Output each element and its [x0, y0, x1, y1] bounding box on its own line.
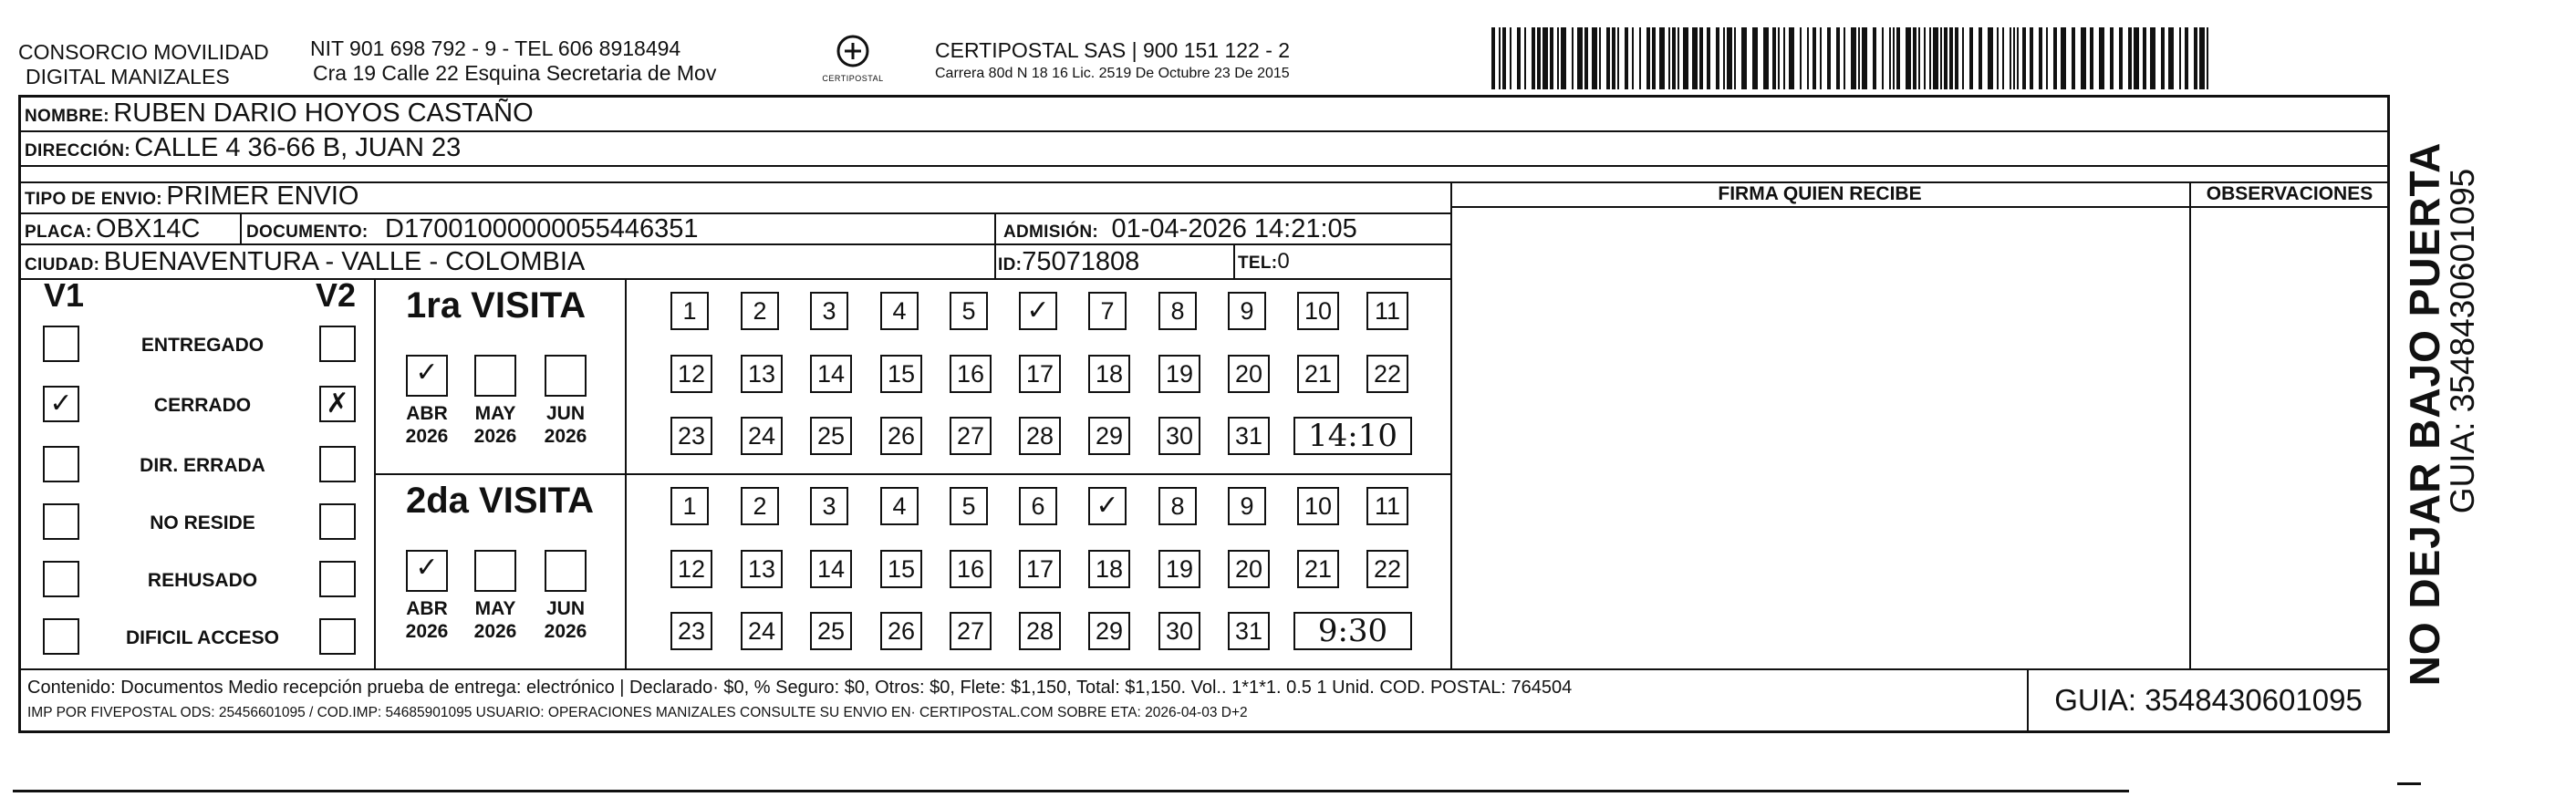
- barcode-bar: [2199, 27, 2205, 89]
- direccion-label: DIRECCIÓN:: [25, 141, 130, 160]
- placa-field: [25, 213, 200, 249]
- day-box[interactable]: 16: [950, 355, 992, 393]
- day-box[interactable]: 31: [1228, 612, 1270, 650]
- barcode-bar: [1734, 27, 1736, 89]
- barcode-bar: [1807, 27, 1809, 89]
- month-checkbox[interactable]: [545, 550, 587, 592]
- barcode-bar: [1557, 27, 1559, 89]
- barcode-bar: [1778, 27, 1780, 89]
- barcode: [1491, 27, 2212, 89]
- barcode-bar: [1944, 27, 1948, 89]
- month-label: [400, 402, 454, 448]
- day-box[interactable]: 9: [1228, 487, 1266, 525]
- status-label: REHUSADO: [147, 570, 258, 591]
- month-name: ABR: [406, 403, 448, 424]
- status-label: CERRADO: [153, 395, 252, 416]
- day-box[interactable]: 27: [950, 612, 992, 650]
- barcode-bar: [1896, 27, 1900, 89]
- barcode-bar: [1820, 27, 1822, 89]
- day-box[interactable]: 29: [1088, 612, 1130, 650]
- day-box[interactable]: 4: [880, 487, 919, 525]
- status-label: NO RESIDE: [150, 512, 255, 533]
- ciudad-value: BUENAVENTURA - VALLE - COLOMBIA: [103, 247, 586, 276]
- month-name: MAY: [474, 403, 516, 424]
- barcode-bar: [2022, 27, 2026, 89]
- barcode-bar: [1646, 27, 1650, 89]
- day-box[interactable]: 3: [810, 487, 848, 525]
- status-v2-checkbox[interactable]: [319, 446, 356, 482]
- barcode-bar: [1906, 27, 1911, 89]
- barcode-bar: [1510, 27, 1511, 89]
- day-box[interactable]: 10: [1297, 487, 1339, 525]
- contenido-line: Contenido: Documentos Medio recepción prueba de entrega: electrónico | Declarado· $0, % Seguro: $0, Otros: $0, Flete: $1,150, Total: $1,150. Vol.. 1*1*1. 0.5 1 Unid. COD. POSTAL: 764504: [27, 678, 1573, 698]
- barcode-bar: [1572, 27, 1574, 89]
- barcode-bar: [2072, 27, 2075, 89]
- barcode-bar: [1652, 27, 1656, 89]
- day-box[interactable]: 8: [1158, 487, 1197, 525]
- admision-value: 01-04-2026 14:21:05: [1111, 214, 1357, 243]
- day-box[interactable]: 12: [670, 355, 712, 393]
- id-label: ID:: [998, 255, 1023, 274]
- guia-box: GUIA: 3548430601095: [2054, 683, 2363, 717]
- barcode-bar: [1577, 27, 1583, 89]
- tipo-envio-label: TIPO DE ENVIO:: [25, 190, 162, 209]
- status-v2-checkbox[interactable]: [319, 503, 356, 540]
- ciudad-label: CIUDAD:: [25, 255, 100, 274]
- month-label: [468, 402, 523, 448]
- barcode-bar: [2046, 27, 2048, 89]
- barcode-bar: [2128, 27, 2132, 89]
- day-box[interactable]: 9: [1228, 292, 1266, 330]
- barcode-bar: [1668, 27, 1670, 89]
- barcode-bar: [2002, 27, 2004, 89]
- day-box[interactable]: 1: [670, 487, 709, 525]
- month-name: MAY: [474, 598, 516, 619]
- day-box[interactable]: 26: [880, 417, 922, 455]
- admision-field: [1003, 213, 1357, 249]
- nit-line-2: Cra 19 Calle 22 Esquina Secretaria de Mov: [313, 61, 717, 85]
- barcode-bar: [1800, 27, 1802, 89]
- day-box[interactable]: 27: [950, 417, 992, 455]
- day-box[interactable]: 23: [670, 612, 712, 650]
- barcode-bar: [1933, 27, 1938, 89]
- day-box[interactable]: 20: [1228, 550, 1270, 588]
- company-line-1: CONSORCIO MOVILIDAD: [18, 40, 269, 64]
- day-box[interactable]: [1019, 292, 1057, 330]
- barcode-bar: [1862, 27, 1867, 89]
- barcode-bar: [1659, 27, 1665, 89]
- day-box[interactable]: 19: [1158, 355, 1200, 393]
- barcode-bar: [2030, 27, 2033, 89]
- month-year: 2026: [405, 621, 449, 642]
- barcode-bar: [1561, 27, 1566, 89]
- month-name: JUN: [545, 598, 585, 619]
- barcode-bar: [2110, 27, 2114, 89]
- status-v1-checkbox[interactable]: [43, 446, 79, 482]
- ciudad-field: [25, 246, 585, 282]
- day-box[interactable]: 14: [810, 355, 852, 393]
- placa-value: OBX14C: [96, 214, 201, 243]
- barcode-bar: [1924, 27, 1926, 89]
- day-box[interactable]: 26: [880, 612, 922, 650]
- barcode-bar: [1592, 27, 1597, 89]
- nombre-field: [25, 98, 534, 133]
- barcode-bar: [1502, 27, 1506, 89]
- direccion-field: [25, 132, 461, 168]
- day-box[interactable]: 12: [670, 550, 712, 588]
- v1-label: V1: [44, 276, 85, 314]
- visit-time-box[interactable]: 14:10: [1293, 417, 1412, 455]
- imp-line: IMP POR FIVEPOSTAL ODS: 25456601095 / COD.IMP: 54685901095 USUARIO: OPERACIONES MANIZALES CONSULTE SU ENVIO EN· CERTIPOSTAL.COM SOBRE ETA: 2026-04-03 D+2: [27, 705, 1248, 720]
- tel-field: [1238, 246, 1290, 280]
- barcode-bar: [1858, 27, 1860, 89]
- month-checkbox[interactable]: [545, 355, 587, 397]
- day-box[interactable]: 30: [1158, 612, 1200, 650]
- barcode-bar: [2134, 27, 2139, 89]
- month-label: [538, 402, 593, 448]
- barcode-bar: [2090, 27, 2093, 89]
- documento-value: D17001000000055446351: [385, 214, 699, 243]
- day-box[interactable]: 17: [1019, 355, 1061, 393]
- status-v1-checkbox[interactable]: [43, 561, 79, 597]
- day-box[interactable]: 14: [810, 550, 852, 588]
- barcode-bar: [1844, 27, 1845, 89]
- logo-seal-icon: [835, 33, 871, 69]
- status-v1-checkbox[interactable]: [43, 326, 79, 362]
- month-checkbox[interactable]: [474, 550, 516, 592]
- month-year: 2026: [473, 621, 517, 642]
- barcode-bar: [1763, 27, 1769, 89]
- barcode-bar: [1789, 27, 1794, 89]
- barcode-bar: [2207, 27, 2208, 89]
- barcode-bar: [2179, 27, 2181, 89]
- day-box[interactable]: 11: [1366, 292, 1408, 330]
- barcode-bar: [1499, 27, 1501, 89]
- day-box[interactable]: 17: [1019, 550, 1061, 588]
- barcode-bar: [1893, 27, 1895, 89]
- barcode-bar: [2053, 27, 2057, 89]
- day-box[interactable]: 1: [670, 292, 709, 330]
- status-v2-checkbox[interactable]: [319, 561, 356, 597]
- month-year: 2026: [544, 621, 587, 642]
- barcode-bar: [1524, 27, 1526, 89]
- barcode-bar: [1955, 27, 1958, 89]
- barcode-bar: [1532, 27, 1535, 89]
- side-guia: GUIA: 3548430601095: [2444, 168, 2481, 514]
- nit-line-1: NIT 901 698 792 - 9 - TEL 606 8918494: [310, 36, 681, 60]
- barcode-bar: [2039, 27, 2042, 89]
- documento-field: [246, 213, 699, 249]
- firma-header: FIRMA QUIEN RECIBE: [1718, 183, 1922, 204]
- day-box[interactable]: 22: [1366, 355, 1408, 393]
- side-guia-strip: [2445, 95, 2481, 733]
- firma-area[interactable]: [1454, 210, 2187, 666]
- day-box[interactable]: 21: [1297, 550, 1339, 588]
- observaciones-header: OBSERVACIONES: [2206, 183, 2373, 204]
- day-box[interactable]: 25: [810, 417, 852, 455]
- barcode-bar: [1997, 27, 1999, 89]
- day-box[interactable]: 24: [741, 612, 783, 650]
- nombre-value: RUBEN DARIO HOYOS CASTAÑO: [113, 98, 534, 128]
- day-box[interactable]: 18: [1088, 355, 1130, 393]
- barcode-bar: [1678, 27, 1679, 89]
- barcode-bar: [1632, 27, 1634, 89]
- barcode-bar: [1979, 27, 1982, 89]
- day-box[interactable]: 6: [1019, 487, 1057, 525]
- day-box[interactable]: 4: [880, 292, 919, 330]
- visit-title: 2da VISITA: [406, 481, 594, 521]
- day-box[interactable]: 11: [1366, 487, 1408, 525]
- barcode-bar: [1913, 27, 1916, 89]
- barcode-bar: [1599, 27, 1601, 89]
- status-label: DIFICIL ACCESO: [125, 627, 279, 648]
- certipostal-logo: [816, 33, 889, 83]
- day-box[interactable]: 13: [741, 550, 783, 588]
- barcode-bar: [2168, 27, 2174, 89]
- month-label: [468, 597, 523, 643]
- day-box[interactable]: 5: [950, 292, 988, 330]
- month-year: 2026: [405, 426, 449, 447]
- barcode-bar: [1813, 27, 1816, 89]
- tel-value: 0: [1277, 249, 1290, 274]
- day-box[interactable]: 16: [950, 550, 992, 588]
- barcode-bar: [1949, 27, 1953, 89]
- barcode-bar: [2017, 27, 2019, 89]
- barcode-bar: [1606, 27, 1610, 89]
- barcode-bar: [1612, 27, 1615, 89]
- day-check-mark: ✓: [1096, 490, 1119, 522]
- company-line-2: DIGITAL MANIZALES: [26, 65, 230, 88]
- barcode-bar: [2150, 27, 2155, 89]
- barcode-bar: [1783, 27, 1785, 89]
- barcode-bar: [1617, 27, 1619, 89]
- barcode-bar: [2013, 27, 2015, 89]
- company-nit: [310, 36, 716, 86]
- day-box[interactable]: 23: [670, 417, 712, 455]
- day-box[interactable]: 10: [1297, 292, 1339, 330]
- barcode-bar: [2161, 27, 2165, 89]
- barcode-bar: [2143, 27, 2146, 89]
- company-name: [18, 40, 269, 89]
- barcode-bar: [1542, 27, 1548, 89]
- carrier-line-1: CERTIPOSTAL SAS | 900 151 122 - 2: [935, 38, 1291, 62]
- day-box[interactable]: 2: [741, 292, 779, 330]
- barcode-bar: [1969, 27, 1973, 89]
- status-v2-checkbox[interactable]: [319, 326, 356, 362]
- barcode-bar: [1882, 27, 1884, 89]
- barcode-bar: [1491, 27, 1495, 89]
- barcode-bar: [2010, 27, 2011, 89]
- day-box[interactable]: 19: [1158, 550, 1200, 588]
- barcode-bar: [1672, 27, 1676, 89]
- tel-label: TEL:: [1238, 254, 1278, 273]
- barcode-bar: [2099, 27, 2104, 89]
- status-v1-checkbox[interactable]: ✓: [43, 386, 79, 422]
- barcode-bar: [1517, 27, 1521, 89]
- day-box[interactable]: 22: [1366, 550, 1408, 588]
- visit-time-box[interactable]: 9:30: [1293, 612, 1412, 650]
- visit-title: 1ra VISITA: [406, 285, 587, 326]
- day-box[interactable]: 28: [1019, 612, 1061, 650]
- barcode-bar: [1940, 27, 1942, 89]
- day-box[interactable]: 15: [880, 355, 922, 393]
- barcode-bar: [1639, 27, 1641, 89]
- day-box[interactable]: [1088, 487, 1127, 525]
- bottom-rule: [13, 790, 2129, 792]
- barcode-bar: [1851, 27, 1856, 89]
- status-v2-checkbox[interactable]: [319, 618, 356, 655]
- day-box[interactable]: 18: [1088, 550, 1130, 588]
- status-v1-checkbox[interactable]: [43, 503, 79, 540]
- barcode-bar: [1692, 27, 1698, 89]
- barcode-bar: [1723, 27, 1725, 89]
- barcode-bar: [2185, 27, 2188, 89]
- barcode-bar: [1889, 27, 1891, 89]
- month-name: JUN: [545, 403, 585, 424]
- day-box[interactable]: 28: [1019, 417, 1061, 455]
- id-value: 75071808: [1022, 247, 1140, 276]
- day-box[interactable]: 24: [741, 417, 783, 455]
- day-box[interactable]: 25: [810, 612, 852, 650]
- v2-label: V2: [316, 276, 357, 314]
- barcode-bar: [1625, 27, 1628, 89]
- month-checkbox[interactable]: ✓: [406, 550, 448, 592]
- barcode-bar: [1827, 27, 1831, 89]
- barcode-bar: [1683, 27, 1688, 89]
- barcode-bar: [2081, 27, 2086, 89]
- barcode-bar: [1873, 27, 1876, 89]
- no-dejar-warning: NO DEJAR BAJO PUERTA: [2401, 141, 2448, 687]
- barcode-bar: [1699, 27, 1703, 89]
- status-label: DIR. ERRADA: [140, 455, 265, 476]
- id-field: [998, 246, 1139, 282]
- barcode-bar: [1962, 27, 1964, 89]
- barcode-bar: [1707, 27, 1710, 89]
- day-box[interactable]: 7: [1088, 292, 1127, 330]
- day-box[interactable]: 15: [880, 550, 922, 588]
- status-v2-checkbox[interactable]: ✗: [319, 386, 356, 422]
- barcode-bar: [2119, 27, 2123, 89]
- barcode-bar: [1836, 27, 1840, 89]
- status-label: ENTREGADO: [140, 335, 265, 356]
- direccion-value: CALLE 4 36-66 B, JUAN 23: [134, 133, 462, 162]
- day-box[interactable]: 5: [950, 487, 988, 525]
- barcode-bar: [2194, 27, 2197, 89]
- observaciones-area[interactable]: [2193, 210, 2388, 666]
- barcode-bar: [1772, 27, 1776, 89]
- month-checkbox[interactable]: [474, 355, 516, 397]
- barcode-bar: [1537, 27, 1541, 89]
- day-box[interactable]: 31: [1228, 417, 1270, 455]
- documento-label: DOCUMENTO:: [246, 223, 369, 242]
- month-year: 2026: [473, 426, 517, 447]
- placa-label: PLACA:: [25, 223, 92, 242]
- carrier-info: [935, 38, 1290, 83]
- day-box[interactable]: 29: [1088, 417, 1130, 455]
- day-box[interactable]: 20: [1228, 355, 1270, 393]
- day-box[interactable]: 30: [1158, 417, 1200, 455]
- day-box[interactable]: 21: [1297, 355, 1339, 393]
- barcode-bar: [1727, 27, 1732, 89]
- bottom-rule-short: [2397, 782, 2421, 785]
- day-box[interactable]: 3: [810, 292, 848, 330]
- barcode-bar: [2061, 27, 2066, 89]
- carrier-line-2: Carrera 80d N 18 16 Lic. 2519 De Octubre 23 De 2015: [935, 66, 1290, 81]
- nombre-label: NOMBRE:: [25, 107, 109, 126]
- day-box[interactable]: 13: [741, 355, 783, 393]
- barcode-bar: [1929, 27, 1931, 89]
- day-check-mark: ✓: [1026, 295, 1050, 326]
- barcode-bar: [1584, 27, 1588, 89]
- barcode-bar: [1550, 27, 1553, 89]
- month-name: ABR: [406, 598, 448, 619]
- tipo-envio-value: PRIMER ENVIO: [166, 181, 359, 211]
- month-year: 2026: [544, 426, 587, 447]
- barcode-bar: [1741, 27, 1747, 89]
- barcode-bar: [1918, 27, 1920, 89]
- barcode-bar: [1752, 27, 1758, 89]
- barcode-bar: [1988, 27, 1993, 89]
- status-v1-checkbox[interactable]: [43, 618, 79, 655]
- day-box[interactable]: 2: [741, 487, 779, 525]
- month-checkbox[interactable]: ✓: [406, 355, 448, 397]
- month-label: [538, 597, 593, 643]
- barcode-bar: [1716, 27, 1719, 89]
- day-box[interactable]: 8: [1158, 292, 1197, 330]
- admision-label: ADMISIÓN:: [1003, 223, 1099, 242]
- month-label: [400, 597, 454, 643]
- logo-caption: CERTIPOSTAL: [822, 74, 884, 83]
- tipo-envio-field: [25, 181, 359, 216]
